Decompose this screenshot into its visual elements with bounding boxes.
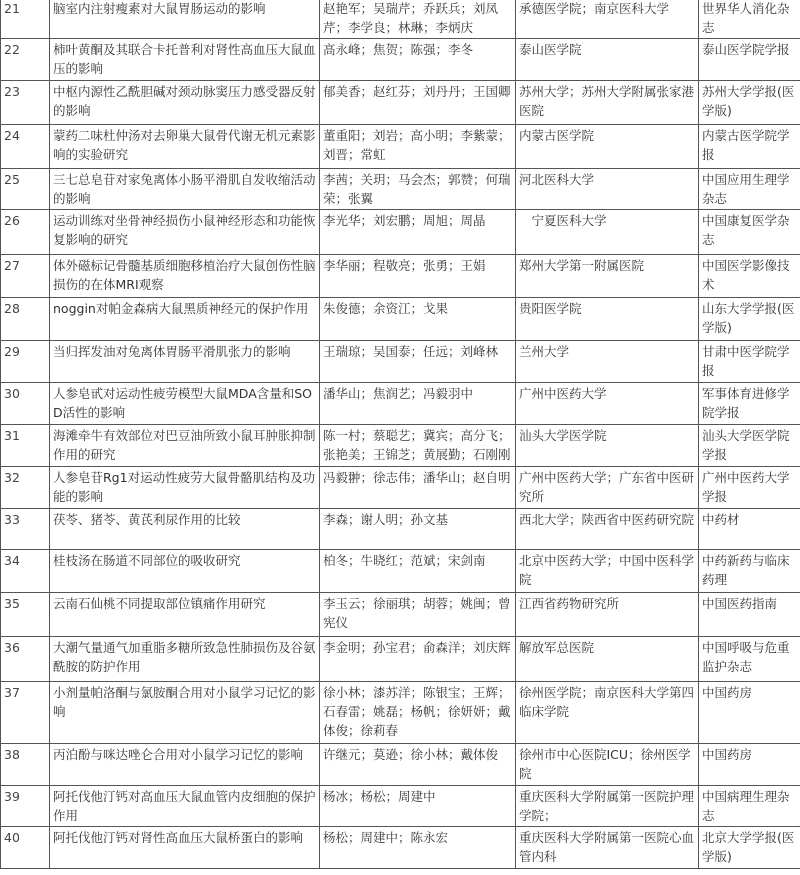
- table-row: [1, 81, 800, 125]
- paper-title: 茯苓、猪苓、黄芪利尿作用的比较: [50, 509, 320, 550]
- paper-authors: 李玉云；徐丽琪；胡蓉；姚闽；曾宪仪: [320, 593, 516, 637]
- table-row: [1, 509, 800, 550]
- paper-institution: 内蒙古医学院: [516, 125, 699, 169]
- paper-authors: 柏冬；牛晓红；范斌；宋剑南: [320, 550, 516, 593]
- paper-institution: 承德医学院；南京医科大学: [516, 0, 699, 39]
- paper-institution: 河北医科大学: [516, 169, 699, 210]
- paper-journal: 汕头大学医学院学报: [699, 425, 800, 467]
- paper-journal: 中国呼吸与危重监护杂志: [699, 637, 800, 682]
- paper-journal: 军事体育进修学院学报: [699, 383, 800, 425]
- paper-journal: 中国康复医学杂志: [699, 210, 800, 255]
- paper-journal: 北京大学学报(医学版): [699, 827, 800, 869]
- paper-journal: 中国药房: [699, 682, 800, 744]
- publications-table-body: [1, 0, 800, 869]
- paper-title: 海滩牵牛有效部位对巴豆油所致小鼠耳肿胀抑制作用的研究: [50, 425, 320, 467]
- paper-journal: 中药材: [699, 509, 800, 550]
- row-number: 27: [1, 255, 50, 298]
- paper-title: 当归挥发油对兔离体胃肠平滑肌张力的影响: [50, 341, 320, 383]
- paper-journal: 世界华人消化杂志: [699, 0, 800, 39]
- paper-institution: 徐州医学院；南京医科大学第四临床学院: [516, 682, 699, 744]
- paper-institution: 江西省药物研究所: [516, 593, 699, 637]
- paper-institution: 郑州大学第一附属医院: [516, 255, 699, 298]
- row-number: 26: [1, 210, 50, 255]
- row-number: 30: [1, 383, 50, 425]
- row-number: 31: [1, 425, 50, 467]
- paper-journal: 苏州大学学报(医学版): [699, 81, 800, 125]
- paper-authors: 朱俊德；余资江；戈果: [320, 298, 516, 341]
- row-number: 35: [1, 593, 50, 637]
- paper-title: 脑室内注射瘦素对大鼠胃肠运动的影响: [50, 0, 320, 39]
- paper-authors: 许继元；莫逊；徐小林；戴体俊: [320, 744, 516, 786]
- paper-title: 人参皂甙对运动性疲劳模型大鼠MDA含量和SOD活性的影响: [50, 383, 320, 425]
- row-number: 37: [1, 682, 50, 744]
- paper-authors: 杨冰；杨松；周建中: [320, 786, 516, 827]
- paper-authors: 李光华；刘宏鹏；周旭；周晶: [320, 210, 516, 255]
- paper-title: 云南石仙桃不同提取部位镇痛作用研究: [50, 593, 320, 637]
- paper-authors: 李森；谢人明；孙文基: [320, 509, 516, 550]
- table-row: [1, 637, 800, 682]
- paper-journal: 中国药房: [699, 744, 800, 786]
- paper-journal: 广州中医药大学学报: [699, 467, 800, 509]
- paper-authors: 李华丽；程敬亮；张勇；王娟: [320, 255, 516, 298]
- row-number: 29: [1, 341, 50, 383]
- row-number: 21: [1, 0, 50, 39]
- row-number: 28: [1, 298, 50, 341]
- paper-institution: 贵阳医学院: [516, 298, 699, 341]
- paper-title: 阿托伐他汀钙对高血压大鼠血管内皮细胞的保护作用: [50, 786, 320, 827]
- row-number: 33: [1, 509, 50, 550]
- paper-journal: 中国医药指南: [699, 593, 800, 637]
- paper-institution: 重庆医科大学附属第一医院心血管内科: [516, 827, 699, 869]
- row-number: 38: [1, 744, 50, 786]
- table-row: [1, 298, 800, 341]
- paper-title: 三七总皂苷对家兔离体小肠平滑肌自发收缩活动的影响: [50, 169, 320, 210]
- paper-title: 丙泊酚与咪达唑仑合用对小鼠学习记忆的影响: [50, 744, 320, 786]
- paper-journal: 泰山医学院学报: [699, 39, 800, 81]
- table-row: [1, 682, 800, 744]
- paper-institution: 解放军总医院: [516, 637, 699, 682]
- paper-journal: 中国病理生理杂志: [699, 786, 800, 827]
- paper-institution: 广州中医药大学: [516, 383, 699, 425]
- table-row: [1, 827, 800, 869]
- row-number: 32: [1, 467, 50, 509]
- table-row: [1, 786, 800, 827]
- table-row: [1, 383, 800, 425]
- table-row: [1, 255, 800, 298]
- row-number: 34: [1, 550, 50, 593]
- paper-title: 小剂量帕洛酮与氯胺酮合用对小鼠学习记忆的影响: [50, 682, 320, 744]
- paper-institution: 西北大学；陕西省中医药研究院: [516, 509, 699, 550]
- paper-title: 桂枝汤在肠道不同部位的吸收研究: [50, 550, 320, 593]
- paper-title: noggin对帕金森病大鼠黑质神经元的保护作用: [50, 298, 320, 341]
- paper-authors: 李茜；关玥；马会杰；郭赞；何瑞荣；张翼: [320, 169, 516, 210]
- paper-journal: 内蒙古医学院学报: [699, 125, 800, 169]
- table-row: [1, 341, 800, 383]
- row-number: 22: [1, 39, 50, 81]
- paper-institution: 苏州大学；苏州大学附属张家港医院: [516, 81, 699, 125]
- paper-journal: 山东大学学报(医学版): [699, 298, 800, 341]
- paper-journal: 中药新药与临床药理: [699, 550, 800, 593]
- paper-title: 体外磁标记骨髓基质细胞移植治疗大鼠创伤性脑损伤的在体MRI观察: [50, 255, 320, 298]
- paper-journal: 中国医学影像技术: [699, 255, 800, 298]
- table-row: [1, 210, 800, 255]
- paper-title: 人参皂苷Rg1对运动性疲劳大鼠骨骼肌结构及功能的影响: [50, 467, 320, 509]
- paper-title: 大潮气量通气加重脂多糖所致急性肺损伤及谷氨酰胺的防护作用: [50, 637, 320, 682]
- paper-title: 柿叶黄酮及其联合卡托普利对肾性高血压大鼠血压的影响: [50, 39, 320, 81]
- row-number: 40: [1, 827, 50, 869]
- paper-institution: 广州中医药大学；广东省中医研究所: [516, 467, 699, 509]
- paper-institution: 北京中医药大学；中国中医科学院: [516, 550, 699, 593]
- paper-institution: 宁夏医科大学: [516, 210, 699, 255]
- table-row: [1, 744, 800, 786]
- paper-authors: 杨松；周建中；陈永宏: [320, 827, 516, 869]
- table-row: [1, 550, 800, 593]
- row-number: 23: [1, 81, 50, 125]
- table-row: [1, 467, 800, 509]
- table-row: [1, 425, 800, 467]
- row-number: 36: [1, 637, 50, 682]
- paper-institution: 泰山医学院: [516, 39, 699, 81]
- paper-institution: 徐州市中心医院ICU；徐州医学院: [516, 744, 699, 786]
- paper-authors: 赵艳军；吴瑞芹；乔跃兵；刘凤芹；李学良；林琳；李炳庆: [320, 0, 516, 39]
- table-row: [1, 125, 800, 169]
- paper-institution: 重庆医科大学附属第一医院护理学院；: [516, 786, 699, 827]
- paper-institution: 兰州大学: [516, 341, 699, 383]
- row-number: 24: [1, 125, 50, 169]
- row-number: 39: [1, 786, 50, 827]
- paper-authors: 李金明；孙宝君；俞森洋；刘庆辉: [320, 637, 516, 682]
- paper-authors: 陈一村；蔡聪艺；冀宾；高分飞；张艳美；王锦芝；黄展勤；石刚刚: [320, 425, 516, 467]
- paper-authors: 冯毅翀；徐志伟；潘华山；赵自明: [320, 467, 516, 509]
- paper-institution: 汕头大学医学院: [516, 425, 699, 467]
- paper-title: 阿托伐他汀钙对肾性高血压大鼠桥蛋白的影响: [50, 827, 320, 869]
- row-number: 25: [1, 169, 50, 210]
- paper-authors: 董重阳；刘岩；高小明；李紫蒙；刘晋；常虹: [320, 125, 516, 169]
- table-row: [1, 39, 800, 81]
- table-row: [1, 0, 800, 39]
- paper-title: 中枢内源性乙酰胆碱对颈动脉窦压力感受器反射的影响: [50, 81, 320, 125]
- table-row: [1, 593, 800, 637]
- paper-authors: 徐小林；漆苏洋；陈银宝；王辉；石春雷；姚磊；杨帆；徐妍妍；戴体俊；徐莉春: [320, 682, 516, 744]
- paper-title: 蒙药二味杜仲汤对去卵巢大鼠骨代谢无机元素影响的实验研究: [50, 125, 320, 169]
- paper-journal: 中国应用生理学杂志: [699, 169, 800, 210]
- table-row: [1, 169, 800, 210]
- paper-journal: 甘肃中医学院学报: [699, 341, 800, 383]
- paper-authors: 王瑞琼；吴国泰；任远；刘峰林: [320, 341, 516, 383]
- paper-title: 运动训练对坐骨神经损伤小鼠神经形态和功能恢复影响的研究: [50, 210, 320, 255]
- paper-authors: 潘华山；焦润艺；冯毅羽中: [320, 383, 516, 425]
- paper-authors: 郁美香；赵红芬；刘丹丹；王国卿: [320, 81, 516, 125]
- paper-authors: 高永峰；焦贺；陈强；李冬: [320, 39, 516, 81]
